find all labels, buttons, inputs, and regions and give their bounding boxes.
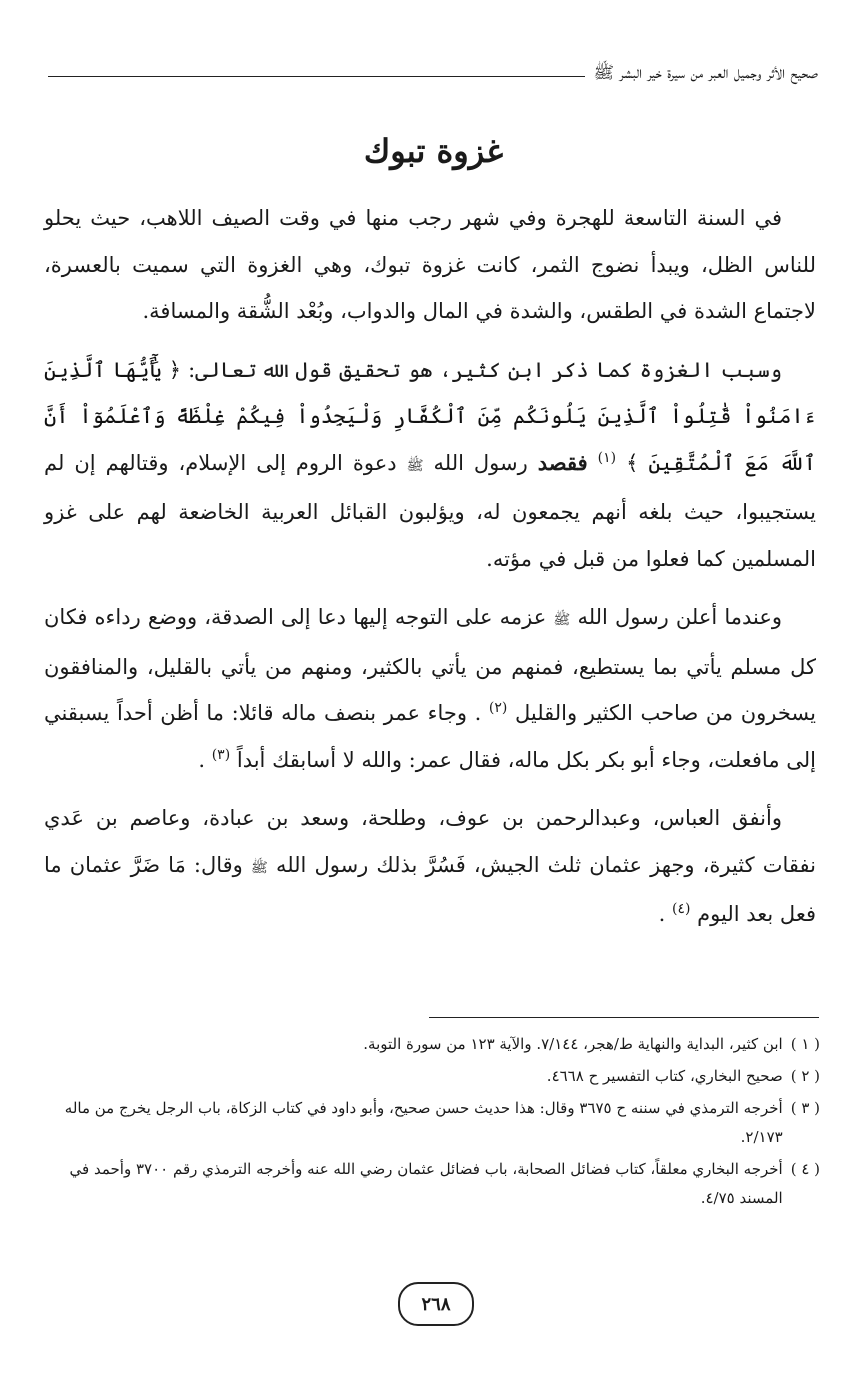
footnote-ref-1[interactable]: (١) — [597, 449, 617, 466]
footnote-item — [50, 1062, 820, 1091]
paragraph-1-text: في السنة التاسعة للهجرة وفي شهر رجب منها في وقت الصيف اللاهب، حيث يحلو للناس الظل، ويبدأ نضوج الثمر، كانت غزوة تبوك، وهي الغزوة التي سميت بالعسرة، لاجتماع الشدة في الطقس، والشدة في المال والدواب، وبُعْد الشُّقة والمسافة. — [44, 206, 816, 323]
paragraph-1 — [44, 195, 816, 335]
page-number-text: ٢٦٨ — [421, 1293, 451, 1315]
page-number — [398, 1282, 474, 1326]
footnote-ref-3[interactable]: (٣) — [211, 746, 231, 763]
paragraph-2-intro: وسبب الغزوة كما ذكر ابن كثير، هو تحقيق قول الله تعالى: — [188, 357, 782, 382]
footnote-text: ابن كثير، البداية والنهاية ط/هجر، ٧/١٤٤. والآية ١٢٣ من سورة التوبة. — [363, 1035, 783, 1053]
paragraph-4 — [44, 795, 816, 938]
paragraph-3 — [44, 594, 816, 783]
paragraph-3-end: . — [198, 747, 206, 772]
footnote-ref-4[interactable]: (٤) — [672, 901, 691, 917]
paragraph-4-text-b: وقال: مَا ضَرَّ عثمان ما فعل بعد اليوم — [44, 852, 816, 926]
quran-verse: ﴿ يَٰٓأَيُّهَا ٱلَّذِينَ ءَامَنُواْ قَٰتِلُواْ ٱلَّذِينَ يَلُونَكُم مِّنَ ٱلْكُفَّارِ وَلْيَجِدُواْ فِيكُمْ غِلْظَةً وَٱعْلَمُوٓاْ أَنَّ ٱللَّهَ مَعَ ٱلْمُتَّقِينَ ﴾ — [44, 357, 816, 475]
footnote-number: ( ٤ ) — [790, 1160, 820, 1178]
honorific-symbol: ﷺ — [406, 457, 424, 474]
body-text — [44, 195, 816, 950]
footnote-number: ( ١ ) — [790, 1035, 820, 1053]
running-header-title: صحيح الأثر وجميل العبر من سيرة خير البشر ﷺ — [593, 62, 818, 83]
footnote-item — [50, 1030, 820, 1059]
header-rule — [48, 76, 585, 77]
footnote-separator — [429, 1017, 819, 1018]
footnote-text: صحيح البخاري، كتاب التفسير ح ٤٦٦٨. — [546, 1067, 783, 1085]
footnote-item — [50, 1155, 820, 1213]
paragraph-2-text-b: دعوة الروم إلى الإسلام، وقتالهم إن لم يستجيبوا، حيث بلغه أنهم يجمعون له، ويؤلبون القبائل العربية الخاضعة لهم على غزو المسلمين كما فعلوا من قبل في مؤته. — [44, 450, 816, 571]
paragraph-3-text-c: . وجاء عمر بنصف ماله قائلا: ما أظن أحداً يسبقني إلى مافعلت، وجاء أبو بكر بكل ماله، فقال عمر: والله لا أسابقك أبداً — [44, 701, 816, 772]
footnote-number: ( ٢ ) — [790, 1067, 820, 1085]
footnotes — [50, 1030, 820, 1216]
footnote-text: أخرجه البخاري معلقاً، كتاب فضائل الصحابة، باب فضائل عثمان رضي الله عنه وأخرجه الترمذي رقم ٣٧٠٠ وأحمد في المسند ٤/٧٥. — [69, 1160, 783, 1207]
paragraph-3-text-b: عزمه على التوجه إليها دعا إلى الصدقة، ووضع رداءه فكان كل مسلم يأتي بما يستطيع، فمنهم من يأتي بالكثير، ومنهم من يأتي بالقليل، والمنافقون يسخرون من صاحب الكثير والقليل — [44, 605, 816, 725]
paragraph-4-end: . — [658, 902, 666, 926]
honorific-symbol: ﷺ — [250, 859, 268, 876]
paragraph-4-text-a: وأنفق العباس، وعبدالرحمن بن عوف، وطلحة، وسعد بن عبادة، وعاصم بن عَدي نفقات كثيرة، وجهز عثمان ثلث الجيش، فَسُرَّ بذلك رسول الله — [44, 806, 816, 877]
paragraph-2-lead: فقصد — [537, 449, 588, 475]
footnote-number: ( ٣ ) — [790, 1099, 820, 1117]
footnote-item — [50, 1094, 820, 1152]
footnote-ref-2[interactable]: (٢) — [488, 700, 508, 716]
running-header — [48, 60, 818, 88]
paragraph-3-text-a: وعندما أعلن رسول الله — [577, 605, 782, 629]
paragraph-2-text-a: رسول الله — [433, 450, 528, 475]
paragraph-2 — [44, 347, 816, 583]
honorific-symbol: ﷺ — [553, 612, 571, 628]
chapter-title: غزوة تبوك — [363, 132, 504, 170]
footnote-text: أخرجه الترمذي في سننه ح ٣٦٧٥ وقال: هذا حديث حسن صحيح، وأبو داود في كتاب الزكاة، باب الرجل يخرج من ماله ٢/١٧٣. — [64, 1099, 783, 1146]
